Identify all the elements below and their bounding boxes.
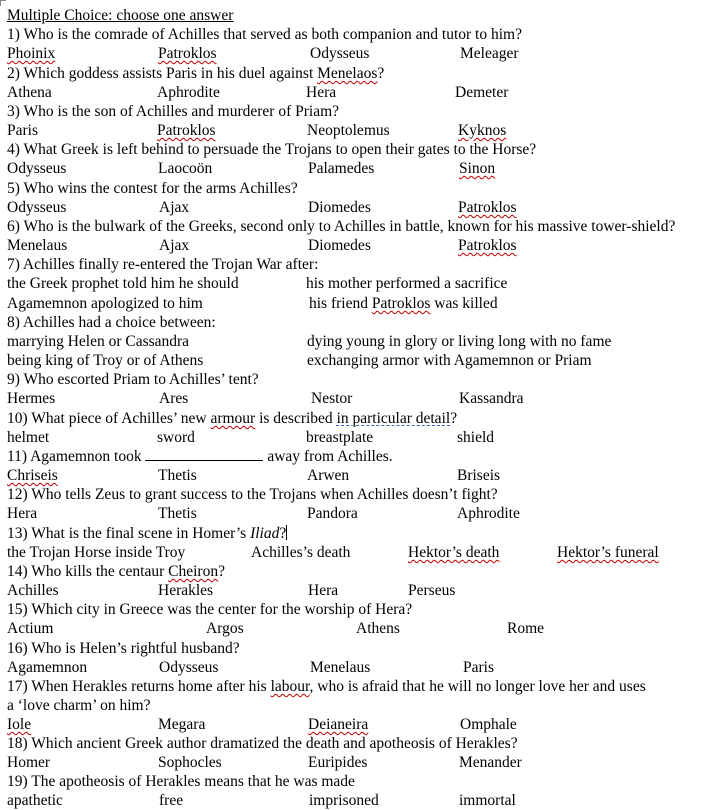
question-5: 5) Who wins the contest for the arms Achilles? (7, 180, 298, 197)
q6-option-a[interactable]: Menelaus (7, 237, 68, 254)
q15-option-a[interactable]: Actium (7, 620, 54, 637)
q10-option-c[interactable]: breastplate (306, 429, 374, 446)
q2-option-b[interactable]: Aphrodite (157, 84, 220, 101)
q13-option-b[interactable]: Achilles’s death (251, 544, 351, 561)
q16-option-a[interactable]: Agamemnon (7, 659, 88, 676)
page-corner-mark (0, 0, 6, 6)
q17-option-d[interactable]: Omphale (460, 716, 517, 733)
q9-option-d[interactable]: Kassandra (459, 390, 524, 407)
q5-option-d[interactable]: Patroklos (458, 199, 517, 216)
q4-option-a[interactable]: Odysseus (7, 160, 67, 177)
q1-option-c[interactable]: Odysseus (310, 45, 370, 62)
q19-option-c[interactable]: imprisoned (309, 792, 379, 809)
q7-d-end: was killed (430, 295, 498, 312)
q4-option-c[interactable]: Palamedes (308, 160, 375, 177)
q17-option-b[interactable]: Megara (158, 716, 206, 733)
q5-option-c[interactable]: Diomedes (308, 199, 371, 216)
question-8: 8) Achilles had a choice between: (7, 314, 216, 331)
question-1: 1) Who is the comrade of Achilles that served as both companion and tutor to him? (7, 26, 522, 43)
q12-option-a[interactable]: Hera (7, 505, 38, 522)
q7-option-a[interactable]: the Greek prophet told him he should (7, 275, 239, 292)
q9-option-c[interactable]: Nestor (311, 390, 353, 407)
question-3: 3) Who is the son of Achilles and murderer of Priam? (7, 103, 340, 120)
q14-word-cheiron: Cheiron (168, 563, 219, 580)
q15-option-c[interactable]: Athens (356, 620, 400, 637)
q13-option-d[interactable]: Hektor’s funeral (557, 544, 659, 561)
question-10 (7, 409, 457, 428)
q7-option-c[interactable]: Agamemnon apologized to him (7, 295, 203, 312)
q13-option-c[interactable]: Hektor’s death (408, 544, 500, 561)
q6-option-b[interactable]: Ajax (159, 237, 190, 254)
q16-option-b[interactable]: Odysseus (159, 659, 219, 676)
q13-text: 13) What is the final scene in Homer’s (7, 525, 251, 542)
q8-option-b[interactable]: dying young in glory or living long with no fame (307, 333, 612, 350)
question-18: 18) Which ancient Greek author dramatized the death and apotheosis of Herakles? (7, 735, 518, 752)
q14-text: 14) Who kills the centaur (7, 563, 169, 580)
q5-option-a[interactable]: Odysseus (7, 199, 67, 216)
q14-option-d[interactable]: Perseus (408, 582, 456, 599)
q13-word-iliad: Iliad (250, 525, 280, 542)
q11-option-a[interactable]: Chriseis (7, 467, 58, 484)
q4-option-d[interactable]: Sinon (459, 160, 496, 177)
q2-option-a[interactable]: Athena (7, 84, 52, 101)
q9-option-a[interactable]: Hermes (7, 390, 56, 407)
q7-d-text: his friend (309, 295, 372, 312)
q7-option-b[interactable]: his mother performed a sacrifice (306, 275, 508, 292)
question-14 (7, 562, 225, 581)
q19-option-d[interactable]: immortal (459, 792, 516, 809)
q7-d-word-patroklos: Patroklos (371, 295, 431, 312)
q10-end: ? (450, 410, 458, 427)
q8-option-c[interactable]: being king of Troy or of Athens (7, 352, 204, 369)
q3-option-a[interactable]: Paris (7, 122, 38, 139)
q17-word-labour: labour (270, 678, 310, 695)
q14-end: ? (218, 563, 225, 580)
q12-option-d[interactable]: Aphrodite (457, 505, 520, 522)
q13-end: ? (279, 525, 287, 542)
q2-text: 2) Which goddess assists Paris in his duel against (7, 65, 318, 82)
q16-option-d[interactable]: Paris (463, 659, 494, 676)
question-4: 4) What Greek is left behind to persuade the Trojans to open their gates to the Horse? (7, 141, 537, 158)
question-2 (7, 64, 384, 83)
question-7: 7) Achilles finally re-entered the Trojan War after: (7, 256, 319, 273)
q14-option-b[interactable]: Herakles (158, 582, 214, 599)
q11-end: away from Achilles. (263, 448, 393, 465)
q10-option-b[interactable]: sword (157, 429, 195, 446)
q6-option-d[interactable]: Patroklos (458, 237, 517, 254)
q7-option-d[interactable] (309, 294, 498, 313)
q19-option-b[interactable]: free (159, 792, 184, 809)
q10-phrase: in particular detail (336, 410, 451, 427)
text-cursor (286, 525, 287, 540)
quiz-header: Multiple Choice: choose one answer (7, 7, 234, 24)
q10-mid: is described (255, 410, 337, 427)
q17-end: , who is afraid that he will no longer love her and uses (309, 678, 646, 695)
q13-option-a[interactable]: the Trojan Horse inside Troy (7, 544, 186, 561)
q1-option-d[interactable]: Meleager (460, 45, 519, 62)
question-16: 16) Who is Helen’s rightful husband? (7, 640, 240, 657)
q3-option-d[interactable]: Kyknos (458, 122, 507, 139)
q18-option-c[interactable]: Euripides (308, 754, 368, 771)
q17-option-a[interactable]: Iole (7, 716, 32, 733)
question-13 (7, 524, 287, 543)
question-12: 12) Who tells Zeus to grant success to the Trojans when Achilles doesn’t fight? (7, 486, 498, 503)
q10-text: 10) What piece of Achilles’ new (7, 410, 211, 427)
q14-option-c[interactable]: Hera (308, 582, 339, 599)
q3-option-b[interactable]: Patroklos (157, 122, 216, 139)
q9-option-b[interactable]: Ares (159, 390, 189, 407)
q12-option-c[interactable]: Pandora (307, 505, 358, 522)
question-11 (7, 447, 393, 466)
q1-option-a[interactable]: Phoinix (7, 45, 56, 62)
q10-word-armour: armour (210, 410, 256, 427)
q17-text: 17) When Herakles returns home after his (7, 678, 271, 695)
q6-option-c[interactable]: Diomedes (308, 237, 371, 254)
question-15: 15) Which city in Greece was the center for the worship of Hera? (7, 601, 413, 618)
q2-end: ? (377, 65, 385, 82)
q17-option-c[interactable]: Deianeira (308, 716, 369, 733)
question-19: 19) The apotheosis of Herakles means that he was made (7, 773, 355, 790)
q10-option-a[interactable]: helmet (7, 429, 50, 446)
q5-option-b[interactable]: Ajax (159, 199, 190, 216)
q19-option-a[interactable]: apathetic (7, 792, 63, 809)
q2-option-d[interactable]: Demeter (455, 84, 509, 101)
q3-option-c[interactable]: Neoptolemus (307, 122, 390, 139)
question-17 (7, 677, 646, 696)
question-17-continued: a ‘love charm’ on him? (7, 697, 151, 714)
q16-option-c[interactable]: Menelaus (310, 659, 371, 676)
q15-option-d[interactable]: Rome (507, 620, 545, 637)
q2-word-menelaos: Menelaos (317, 65, 378, 82)
question-6: 6) Who is the bulwark of the Greeks, second only to Achilles in battle, known for his massive tower-shield? (7, 218, 676, 235)
q18-option-a[interactable]: Homer (7, 754, 51, 771)
q11-blank[interactable] (145, 447, 263, 461)
q12-option-b[interactable]: Thetis (158, 505, 197, 522)
question-9: 9) Who escorted Priam to Achilles’ tent? (7, 371, 259, 388)
q11-option-d[interactable]: Briseis (457, 467, 501, 484)
q18-option-b[interactable]: Sophocles (158, 754, 222, 771)
q11-option-c[interactable]: Arwen (307, 467, 350, 484)
q15-option-b[interactable]: Argos (206, 620, 244, 637)
q1-option-b[interactable]: Patroklos (158, 45, 217, 62)
q4-option-b[interactable]: Laocoön (158, 160, 213, 177)
q8-option-a[interactable]: marrying Helen or Cassandra (7, 333, 190, 350)
q2-option-c[interactable]: Hera (306, 84, 337, 101)
q8-option-d[interactable]: exchanging armor with Agamemnon or Priam (307, 352, 592, 369)
q11-text: 11) Agamemnon took (7, 448, 146, 465)
q10-option-d[interactable]: shield (457, 429, 495, 446)
q11-option-b[interactable]: Thetis (158, 467, 197, 484)
q18-option-d[interactable]: Menander (459, 754, 522, 771)
q14-option-a[interactable]: Achilles (7, 582, 59, 599)
